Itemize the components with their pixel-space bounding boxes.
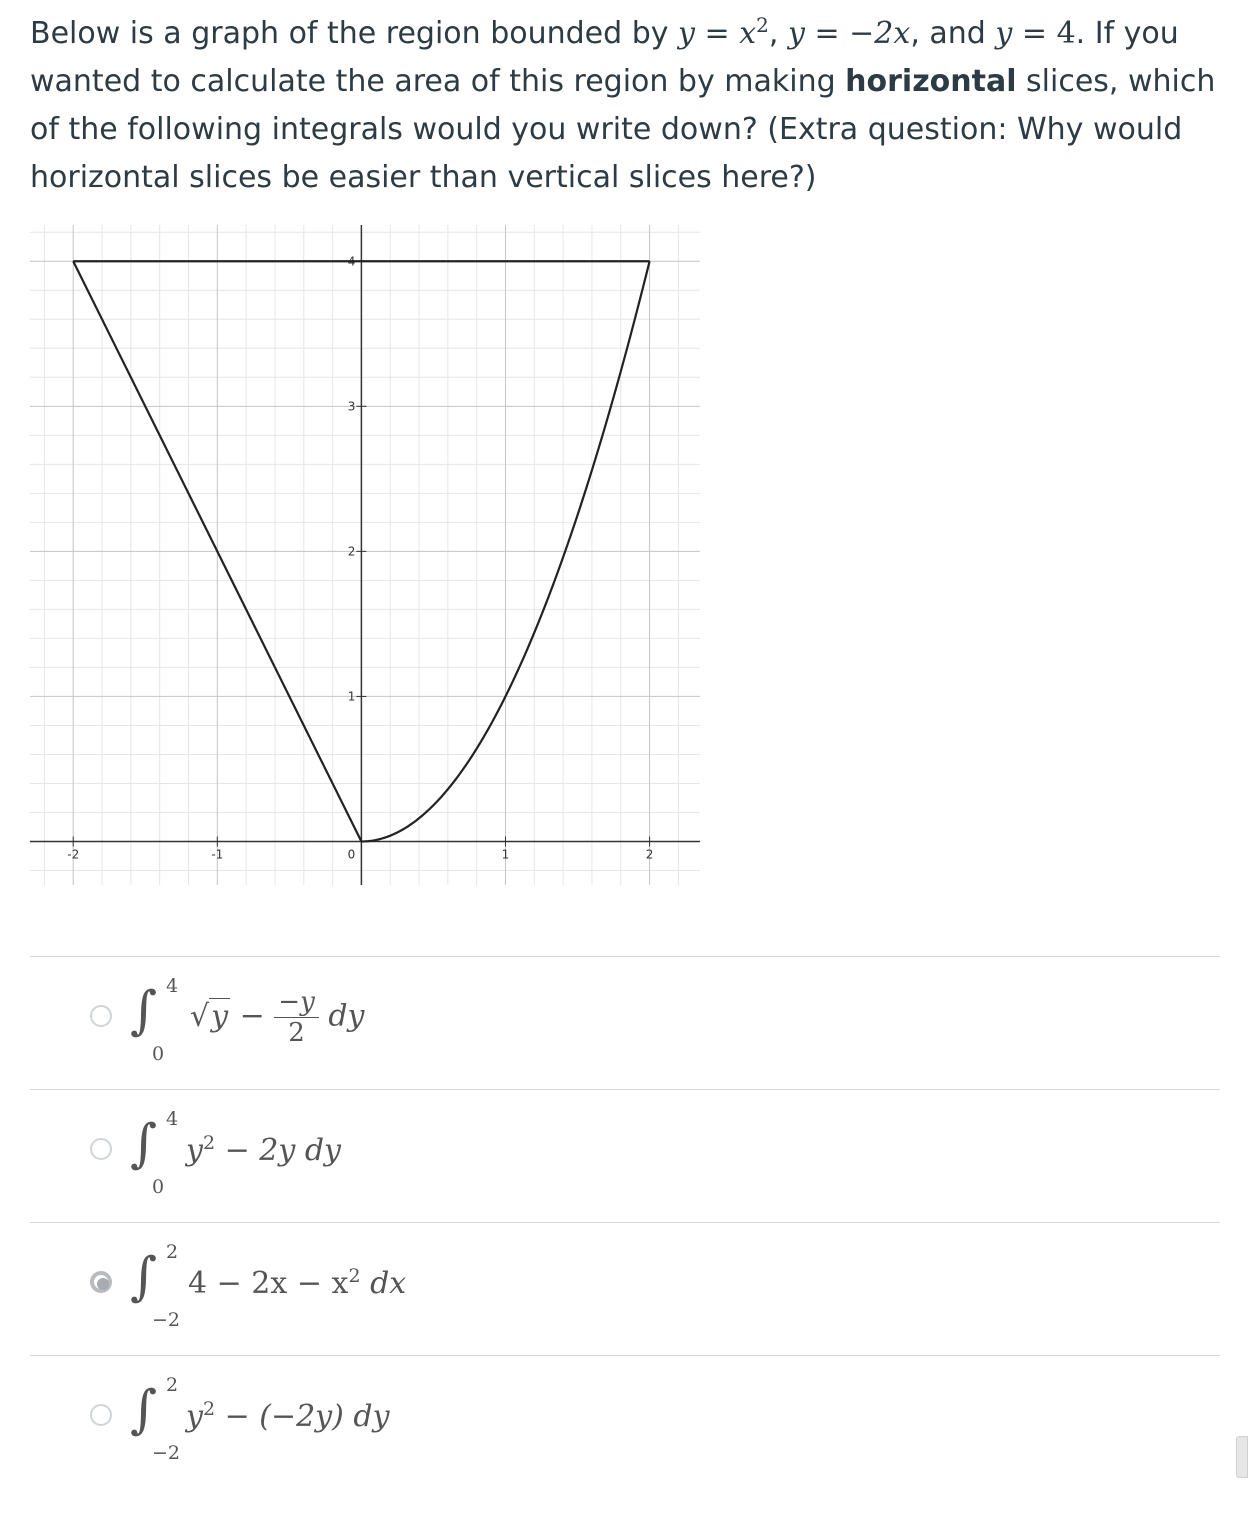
- answer-radio-4[interactable]: [90, 1404, 112, 1426]
- y-tick-label: 1: [347, 689, 356, 704]
- question-part3: slices, which of the following integrals would you write down? (Extra question: Why would horizontal slices be easier than vertical slices here?): [30, 64, 1216, 195]
- integrand: √y − $\frac{-y}{2}$ dy: [190, 987, 365, 1048]
- question-and: , and: [910, 16, 996, 51]
- y-tick-label: 4: [347, 254, 356, 269]
- answer-radio-1[interactable]: [90, 1005, 112, 1027]
- integrand: $4 - 2x - x^2$ dx: [188, 1265, 407, 1301]
- upper-limit: 2: [166, 1241, 179, 1263]
- x-tick-label: 2: [645, 847, 654, 862]
- answer-option-1[interactable]: [30, 956, 1220, 1089]
- integrand: $y^2 - 2y$ dy: [186, 1132, 341, 1168]
- lower-limit: 0: [152, 1176, 165, 1198]
- question-part2: . If you wanted to calculate the area of this region by making: [30, 16, 1179, 99]
- question-bold-word: horizontal: [845, 64, 1017, 99]
- answer-radio-2[interactable]: [90, 1138, 112, 1160]
- graph-canvas: [30, 225, 700, 885]
- answer-option-2[interactable]: [30, 1089, 1220, 1222]
- x-tick-label: -1: [211, 847, 224, 862]
- x-tick-label: -2: [67, 847, 80, 862]
- answer-list: [30, 956, 1220, 1488]
- equation-horizontal: y = 4: [995, 16, 1076, 51]
- grid-minor: [30, 225, 700, 885]
- tick-labels: [67, 254, 653, 861]
- region-graph: [30, 225, 700, 885]
- upper-limit: 4: [166, 1108, 179, 1130]
- upper-limit: 2: [166, 1374, 179, 1396]
- answer-option-3[interactable]: [30, 1222, 1220, 1355]
- integral-sign-icon: ∫: [130, 1114, 158, 1174]
- lower-limit: −2: [152, 1442, 181, 1464]
- integral-sign-icon: ∫: [130, 1247, 158, 1307]
- y-tick-label: 3: [347, 399, 356, 414]
- integral-sign-icon: ∫: [130, 1380, 158, 1440]
- lower-limit: −2: [152, 1309, 181, 1331]
- x-tick-label: 0: [347, 847, 356, 862]
- equation-parabola: $y = x^2$: [678, 13, 769, 51]
- question-text: Below is a graph of the region bounded by $y = x^2$, y = −2x, and y = 4. If you wanted to calculate the area of this region by making horizontal slices, which of the following integrals would you write down? (Extra question: Why would horizontal slices be easier than vertical slices here?): [30, 13, 1216, 195]
- scrollbar-handle[interactable]: [1236, 1436, 1248, 1478]
- lower-limit: 0: [152, 1043, 165, 1065]
- integral-sign-icon: ∫: [130, 981, 158, 1041]
- answer-option-4[interactable]: [30, 1355, 1220, 1488]
- y-tick-label: 2: [347, 544, 356, 559]
- equation-line: y = −2x: [787, 16, 911, 51]
- question-part1: Below is a graph of the region bounded by: [30, 16, 679, 51]
- upper-limit: 4: [166, 975, 179, 997]
- answer-radio-3-selected[interactable]: [90, 1271, 112, 1293]
- x-tick-label: 1: [501, 847, 510, 862]
- integrand: $y^2 - (-2y)$ dy: [186, 1398, 390, 1434]
